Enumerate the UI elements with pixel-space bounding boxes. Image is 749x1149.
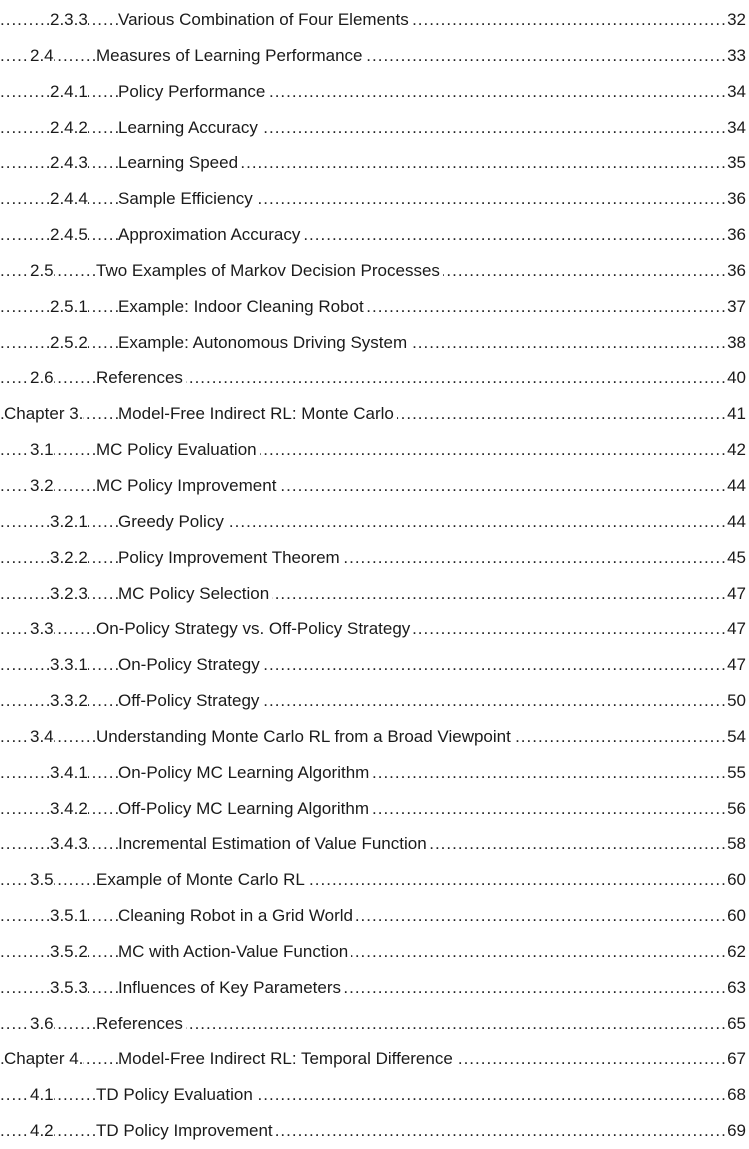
toc-entry-title: On-Policy Strategy [118, 647, 263, 683]
toc-entry-title: Policy Performance [118, 74, 268, 110]
toc-entry[interactable] [0, 504, 749, 540]
toc-entry[interactable] [0, 396, 749, 432]
toc-entry-title: MC Policy Evaluation [96, 432, 260, 468]
dot-leader [0, 504, 725, 540]
toc-entry[interactable] [0, 719, 749, 755]
toc-entry-page: 42 [725, 432, 746, 468]
toc-entry-page: 33 [725, 38, 746, 74]
toc-entry-title: Model-Free Indirect RL: Monte Carlo [118, 396, 397, 432]
toc-entry[interactable] [0, 683, 749, 719]
toc-entry-number: 2.4 [30, 38, 54, 74]
toc-entry-page: 68 [725, 1077, 746, 1113]
toc-entry-number: Chapter 4. [4, 1041, 83, 1077]
toc-entry[interactable] [0, 110, 749, 146]
toc-entry-number: 3.5.3 [50, 970, 88, 1006]
toc-entry[interactable] [0, 826, 749, 862]
toc-entry[interactable] [0, 145, 749, 181]
dot-leader [0, 970, 725, 1006]
toc-entry-page: 60 [725, 898, 746, 934]
toc-entry-number: 3.4 [30, 719, 54, 755]
toc-entry-number: 2.4.3 [50, 145, 88, 181]
toc-entry-title: Learning Accuracy [118, 110, 261, 146]
toc-entry-page: 36 [725, 253, 746, 289]
toc-entry[interactable] [0, 217, 749, 253]
toc-entry[interactable] [0, 360, 749, 396]
toc-entry-page: 47 [725, 647, 746, 683]
toc-entry-number: 3.3 [30, 611, 54, 647]
toc-entry-number: 3.3.1 [50, 647, 88, 683]
toc-entry[interactable] [0, 253, 749, 289]
toc-entry[interactable] [0, 2, 749, 38]
toc-entry-page: 47 [725, 576, 746, 612]
toc-entry-number: 2.4.5 [50, 217, 88, 253]
toc-entry-page: 69 [725, 1113, 746, 1149]
toc-entry-title: On-Policy MC Learning Algorithm [118, 755, 372, 791]
toc-entry-title: References [96, 360, 186, 396]
toc-entry[interactable] [0, 970, 749, 1006]
toc-entry[interactable] [0, 576, 749, 612]
toc-entry-number: 4.1 [30, 1077, 54, 1113]
toc-entry-page: 35 [725, 145, 746, 181]
dot-leader [0, 181, 725, 217]
toc-entry-page: 36 [725, 181, 746, 217]
dot-leader [0, 540, 725, 576]
toc-entry-title: TD Policy Evaluation [96, 1077, 256, 1113]
toc-entry[interactable] [0, 791, 749, 827]
toc-entry-title: Learning Speed [118, 145, 241, 181]
toc-entry-page: 50 [725, 683, 746, 719]
toc-entry-title: Sample Efficiency [118, 181, 256, 217]
toc-entry[interactable] [0, 432, 749, 468]
toc-entry-title: References [96, 1006, 186, 1042]
toc-entry-page: 37 [725, 289, 746, 325]
toc-entry[interactable] [0, 74, 749, 110]
toc-entry[interactable] [0, 647, 749, 683]
toc-entry-title: Various Combination of Four Elements [118, 2, 412, 38]
toc-entry[interactable] [0, 325, 749, 361]
toc-entry-number: 3.5.2 [50, 934, 88, 970]
toc-entry[interactable] [0, 611, 749, 647]
toc-entry[interactable] [0, 862, 749, 898]
toc-entry-title: Incremental Estimation of Value Function [118, 826, 430, 862]
toc-entry-number: 3.2.1 [50, 504, 88, 540]
toc-entry-title: Policy Improvement Theorem [118, 540, 343, 576]
toc-entry-number: 3.3.2 [50, 683, 88, 719]
toc-entry-number: 2.5.1 [50, 289, 88, 325]
toc-entry-number: 3.4.1 [50, 755, 88, 791]
toc-entry-page: 54 [725, 719, 746, 755]
toc-entry-title: MC Policy Improvement [96, 468, 279, 504]
toc-entry-page: 65 [725, 1006, 746, 1042]
toc-entry-page: 60 [725, 862, 746, 898]
dot-leader [0, 74, 725, 110]
toc-entry-title: Off-Policy MC Learning Algorithm [118, 791, 372, 827]
toc-entry-number: 2.5 [30, 253, 54, 289]
toc-entry[interactable] [0, 468, 749, 504]
toc-entry-number: 3.6 [30, 1006, 54, 1042]
toc-entry-number: 2.4.2 [50, 110, 88, 146]
toc-entry-title: Example: Autonomous Driving System [118, 325, 410, 361]
toc-entry-number: 3.1 [30, 432, 54, 468]
toc-entry-page: 47 [725, 611, 746, 647]
toc-entry[interactable] [0, 289, 749, 325]
toc-entry-page: 63 [725, 970, 746, 1006]
dot-leader [0, 217, 725, 253]
toc-entry-number: 2.4.4 [50, 181, 88, 217]
toc-entry-title: Example of Monte Carlo RL [96, 862, 308, 898]
toc-entry[interactable] [0, 1113, 749, 1149]
toc-entry-title: On-Policy Strategy vs. Off-Policy Strategy [96, 611, 413, 647]
dot-leader [0, 934, 725, 970]
toc-entry-number: 3.5.1 [50, 898, 88, 934]
toc-entry-number: 2.5.2 [50, 325, 88, 361]
toc-entry-page: 67 [725, 1041, 746, 1077]
toc-entry-page: 44 [725, 504, 746, 540]
toc-entry[interactable] [0, 181, 749, 217]
toc-entry-title: Measures of Learning Performance [96, 38, 365, 74]
toc-entry-title: Cleaning Robot in a Grid World [118, 898, 356, 934]
toc-entry[interactable] [0, 898, 749, 934]
toc-entry-page: 36 [725, 217, 746, 253]
toc-entry-page: 34 [725, 110, 746, 146]
toc-entry-title: Understanding Monte Carlo RL from a Broad Viewpoint [96, 719, 514, 755]
toc-entry-page: 34 [725, 74, 746, 110]
toc-entry-title: Greedy Policy [118, 504, 227, 540]
toc-entry-number: 3.2.2 [50, 540, 88, 576]
dot-leader [0, 683, 725, 719]
toc-entry-number: 2.4.1 [50, 74, 88, 110]
toc-entry-title: Example: Indoor Cleaning Robot [118, 289, 367, 325]
toc-entry-title: TD Policy Improvement [96, 1113, 276, 1149]
toc-entry-title: Off-Policy Strategy [118, 683, 262, 719]
toc-entry-page: 55 [725, 755, 746, 791]
toc-entry-title: MC Policy Selection [118, 576, 272, 612]
dot-leader [0, 647, 725, 683]
dot-leader [0, 576, 725, 612]
toc-entry-number: 3.2 [30, 468, 54, 504]
dot-leader [0, 145, 725, 181]
dot-leader [0, 898, 725, 934]
toc-entry-page: 40 [725, 360, 746, 396]
toc-entry-page: 45 [725, 540, 746, 576]
toc-entry-number: 4.2 [30, 1113, 54, 1149]
toc-entry-title: Model-Free Indirect RL: Temporal Difference [118, 1041, 456, 1077]
toc-entry-page: 56 [725, 791, 746, 827]
toc-entry-page: 32 [725, 2, 746, 38]
toc-entry-title: Influences of Key Parameters [118, 970, 344, 1006]
toc-entry-number: 3.4.3 [50, 826, 88, 862]
toc-entry[interactable] [0, 1041, 749, 1077]
toc-entry[interactable] [0, 1006, 749, 1042]
toc-entry-title: Approximation Accuracy [118, 217, 303, 253]
toc-entry-page: 62 [725, 934, 746, 970]
toc-entry[interactable] [0, 755, 749, 791]
toc-entry-page: 41 [725, 396, 746, 432]
toc-entry-page: 58 [725, 826, 746, 862]
toc-entry-number: 2.3.3 [50, 2, 88, 38]
toc-entry-number: Chapter 3. [4, 396, 83, 432]
toc-entry[interactable] [0, 38, 749, 74]
toc-entry-number: 3.4.2 [50, 791, 88, 827]
toc-entry-page: 38 [725, 325, 746, 361]
dot-leader [0, 110, 725, 146]
toc-entry-page: 44 [725, 468, 746, 504]
toc-entry-title: MC with Action-Value Function [118, 934, 351, 970]
table-of-contents [0, 2, 749, 1149]
toc-entry-number: 3.5 [30, 862, 54, 898]
toc-entry[interactable] [0, 1077, 749, 1113]
toc-entry-number: 2.6 [30, 360, 54, 396]
toc-entry-title: Two Examples of Markov Decision Processes [96, 253, 443, 289]
toc-entry-number: 3.2.3 [50, 576, 88, 612]
toc-entry[interactable] [0, 540, 749, 576]
toc-entry[interactable] [0, 934, 749, 970]
